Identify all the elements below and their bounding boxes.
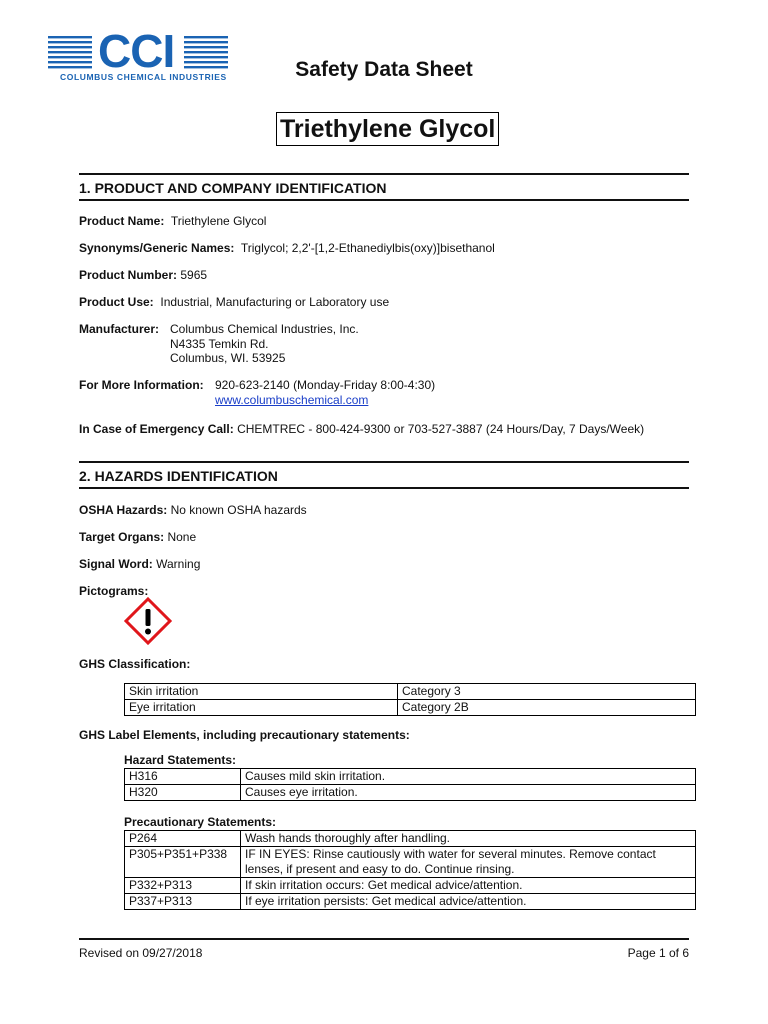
ghs-classification-table — [124, 683, 696, 716]
section1-title: 1. PRODUCT AND COMPANY IDENTIFICATION — [79, 180, 387, 196]
section1-top-rule — [79, 173, 689, 175]
synonyms-label: Synonyms/Generic Names: — [79, 241, 235, 255]
more-info-label: For More Information: — [79, 378, 204, 392]
hazard-statements-heading: Hazard Statements: — [124, 753, 237, 767]
product-use-label: Product Use: — [79, 295, 154, 309]
osha-field — [79, 503, 307, 517]
osha-label: OSHA Hazards: — [79, 503, 168, 517]
table-cell: H316 — [125, 769, 241, 785]
product-title-box: Triethylene Glycol — [276, 112, 499, 146]
target-organs-field — [79, 530, 196, 544]
synonyms-value: Triglycol; 2,2'-[1,2-Ethanediylbis(oxy)]bisethanol — [240, 241, 495, 255]
product-use-field — [79, 295, 389, 309]
table-cell: If skin irritation occurs: Get medical advice/attention. — [241, 878, 696, 894]
table-cell: Skin irritation — [125, 684, 398, 700]
target-organs-label: Target Organs: — [79, 530, 165, 544]
exclamation-mark-pictogram-icon — [124, 597, 172, 645]
doc-type-text: Safety Data Sheet — [295, 58, 473, 81]
manufacturer-label-wrap — [79, 322, 159, 336]
section2-top-rule — [79, 461, 689, 463]
table-row — [125, 831, 696, 847]
table-row — [125, 847, 696, 878]
company-website-link[interactable]: www.columbuschemical.com — [215, 393, 369, 407]
product-name-label: Product Name: — [79, 214, 165, 228]
signal-word-value: Warning — [156, 557, 201, 571]
logo-letters: CCI — [94, 26, 178, 76]
table-cell: If eye irritation persists: Get medical advice/attention. — [241, 894, 696, 910]
pictograms-label: Pictograms: — [79, 584, 149, 598]
manufacturer-line: Columbus Chemical Industries, Inc. — [170, 322, 359, 336]
emergency-value: CHEMTREC - 800-424-9300 or 703-527-3887 (24 Hours/Day, 7 Days/Week) — [237, 422, 645, 436]
precautionary-statements-heading: Precautionary Statements: — [124, 815, 277, 829]
more-info-values — [215, 378, 435, 408]
table-cell: Eye irritation — [125, 700, 398, 716]
table-cell: P264 — [125, 831, 241, 847]
table-row — [125, 769, 696, 785]
osha-value: No known OSHA hazards — [170, 503, 307, 517]
table-row — [125, 894, 696, 910]
product-number-value: 5965 — [180, 268, 208, 282]
table-row — [125, 785, 696, 801]
logo-subtitle: COLUMBUS CHEMICAL INDUSTRIES — [60, 72, 227, 82]
manufacturer-line: Columbus, WI. 53925 — [170, 351, 286, 365]
more-info-phone: 920-623-2140 (Monday-Friday 8:00-4:30) — [215, 378, 436, 392]
target-organs-value: None — [167, 530, 197, 544]
synonyms-field — [79, 241, 495, 255]
product-number-label: Product Number: — [79, 268, 178, 282]
signal-word-field — [79, 557, 200, 571]
label-elements-label: GHS Label Elements, including precautionary statements: — [79, 728, 410, 742]
table-cell: Causes eye irritation. — [241, 785, 696, 801]
precautionary-statements-table — [124, 830, 696, 910]
product-use-value: Industrial, Manufacturing or Laboratory use — [160, 295, 390, 309]
table-cell: Causes mild skin irritation. — [241, 769, 696, 785]
table-cell: P332+P313 — [125, 878, 241, 894]
table-cell: H320 — [125, 785, 241, 801]
section2-title: 2. HAZARDS IDENTIFICATION — [79, 468, 278, 484]
table-row — [125, 684, 696, 700]
product-name-field — [79, 214, 266, 228]
emergency-field — [79, 422, 644, 436]
section1-bottom-rule — [79, 199, 689, 201]
manufacturer-line: N4335 Temkin Rd. — [170, 336, 269, 351]
document-type-title — [0, 58, 768, 82]
table-cell: Wash hands thoroughly after handling. — [241, 831, 696, 847]
table-cell: Category 2B — [398, 700, 696, 716]
page-number: Page 1 of 6 — [627, 946, 689, 960]
footer-rule — [79, 938, 689, 940]
ghs-classification-field — [79, 657, 190, 671]
hazard-statements-table — [124, 768, 696, 801]
table-cell: P305+P351+P338 — [125, 847, 241, 878]
table-row — [125, 700, 696, 716]
manufacturer-label: Manufacturer: — [79, 322, 160, 336]
table-cell: Category 3 — [398, 684, 696, 700]
table-row — [125, 878, 696, 894]
table-cell: P337+P313 — [125, 894, 241, 910]
table-cell: IF IN EYES: Rinse cautiously with water for several minutes. Remove contact lenses, if present and easy to do. Continue rinsing. — [241, 847, 696, 878]
label-elements-field — [79, 728, 410, 742]
product-name-value: Triethylene Glycol — [170, 214, 267, 228]
emergency-label: In Case of Emergency Call: — [79, 422, 234, 436]
revised-date: Revised on 09/27/2018 — [79, 946, 203, 960]
product-number-field — [79, 268, 207, 282]
manufacturer-address — [170, 322, 359, 366]
pictograms-field — [79, 584, 148, 598]
ghs-classification-label: GHS Classification: — [79, 657, 191, 671]
section2-bottom-rule — [79, 487, 689, 489]
signal-word-label: Signal Word: — [79, 557, 153, 571]
more-info-label-wrap — [79, 378, 204, 392]
